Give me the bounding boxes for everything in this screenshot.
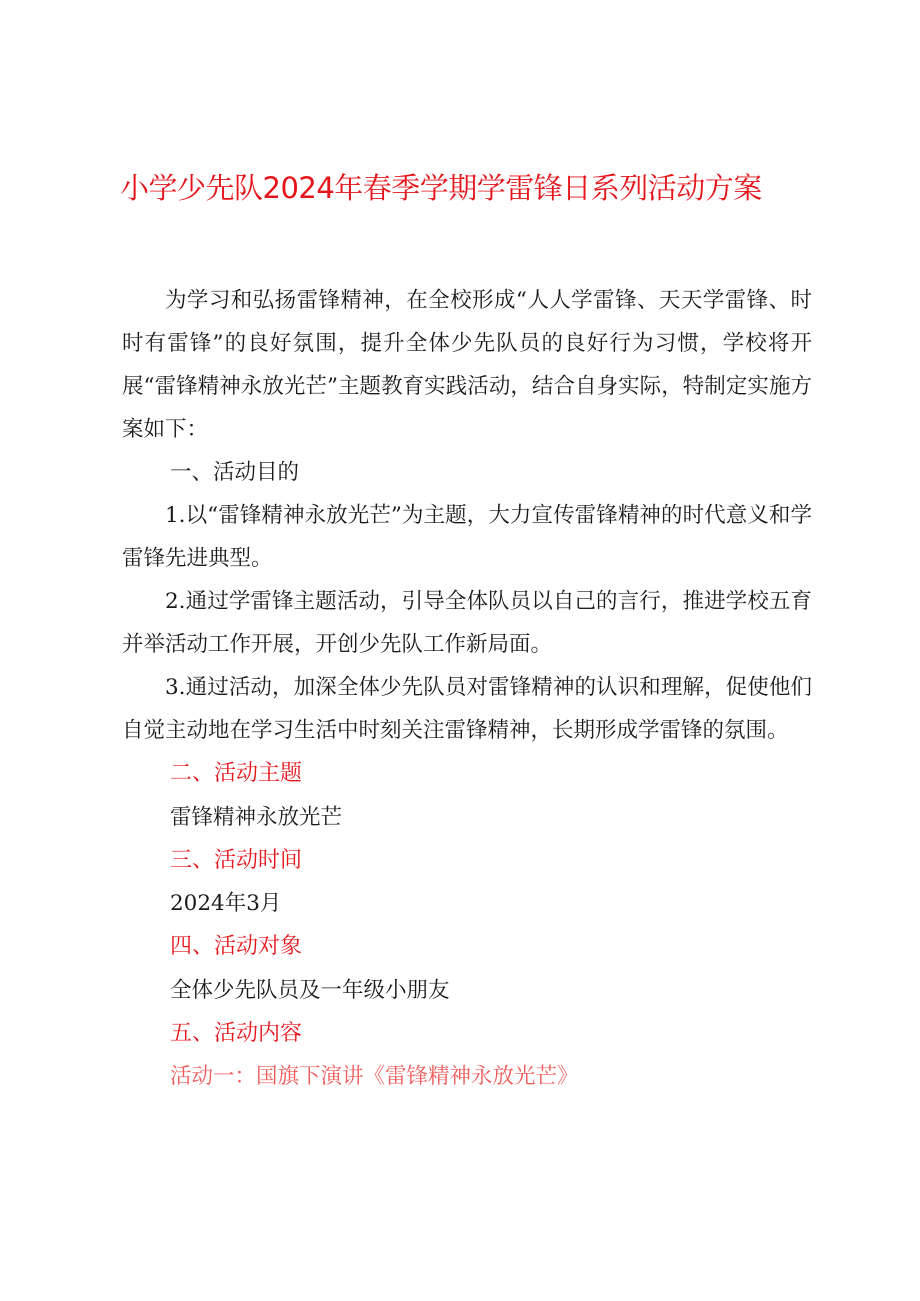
section-time-heading: 三、活动时间 [170,847,303,873]
document-body [122,279,812,1098]
section-content-heading: 五、活动内容 [170,1020,303,1046]
document-title: 小学少先队2024年春季学期学雷锋日系列活动方案 [120,171,762,205]
activity-1-title: 活动一：国旗下演讲《雷锋精神永放光芒》 [170,1064,579,1089]
theme-text: 雷锋精神永放光芒 [170,804,343,830]
section-purpose-heading: 一、活动目的 [170,460,300,485]
time-text: 2024年3月 [170,891,282,916]
section-theme-heading: 二、活动主题 [170,761,303,786]
target-text: 全体少先队员及一年级小朋友 [170,977,450,1003]
purpose-item-2: 2.通过学雷锋主题活动，引导全体队员以自己的言行，推进学校五育并举活动工作开展，开创少先队工作新局面。 [122,589,812,657]
purpose-item-1: 1.以“雷锋精神永放光芒”为主题，大力宣传雷锋精神的时代意义和学雷锋先进典型。 [122,503,812,571]
intro-paragraph: 为学习和弘扬雷锋精神，在全校形成“人人学雷锋、天天学雷锋、时时有雷锋”的良好氛围，提升全体少先队员的良好行为习惯，学校将开展“雷锋精神永放光芒”主题教育实践活动，结合自身实际，特制定实施方案如下： [122,288,812,442]
purpose-item-3: 3.通过活动，加深全体少先队员对雷锋精神的认识和理解，促使他们自觉主动地在学习生活中时刻关注雷锋精神，长期形成学雷锋的氛围。 [122,675,812,743]
section-target-heading: 四、活动对象 [170,934,303,959]
